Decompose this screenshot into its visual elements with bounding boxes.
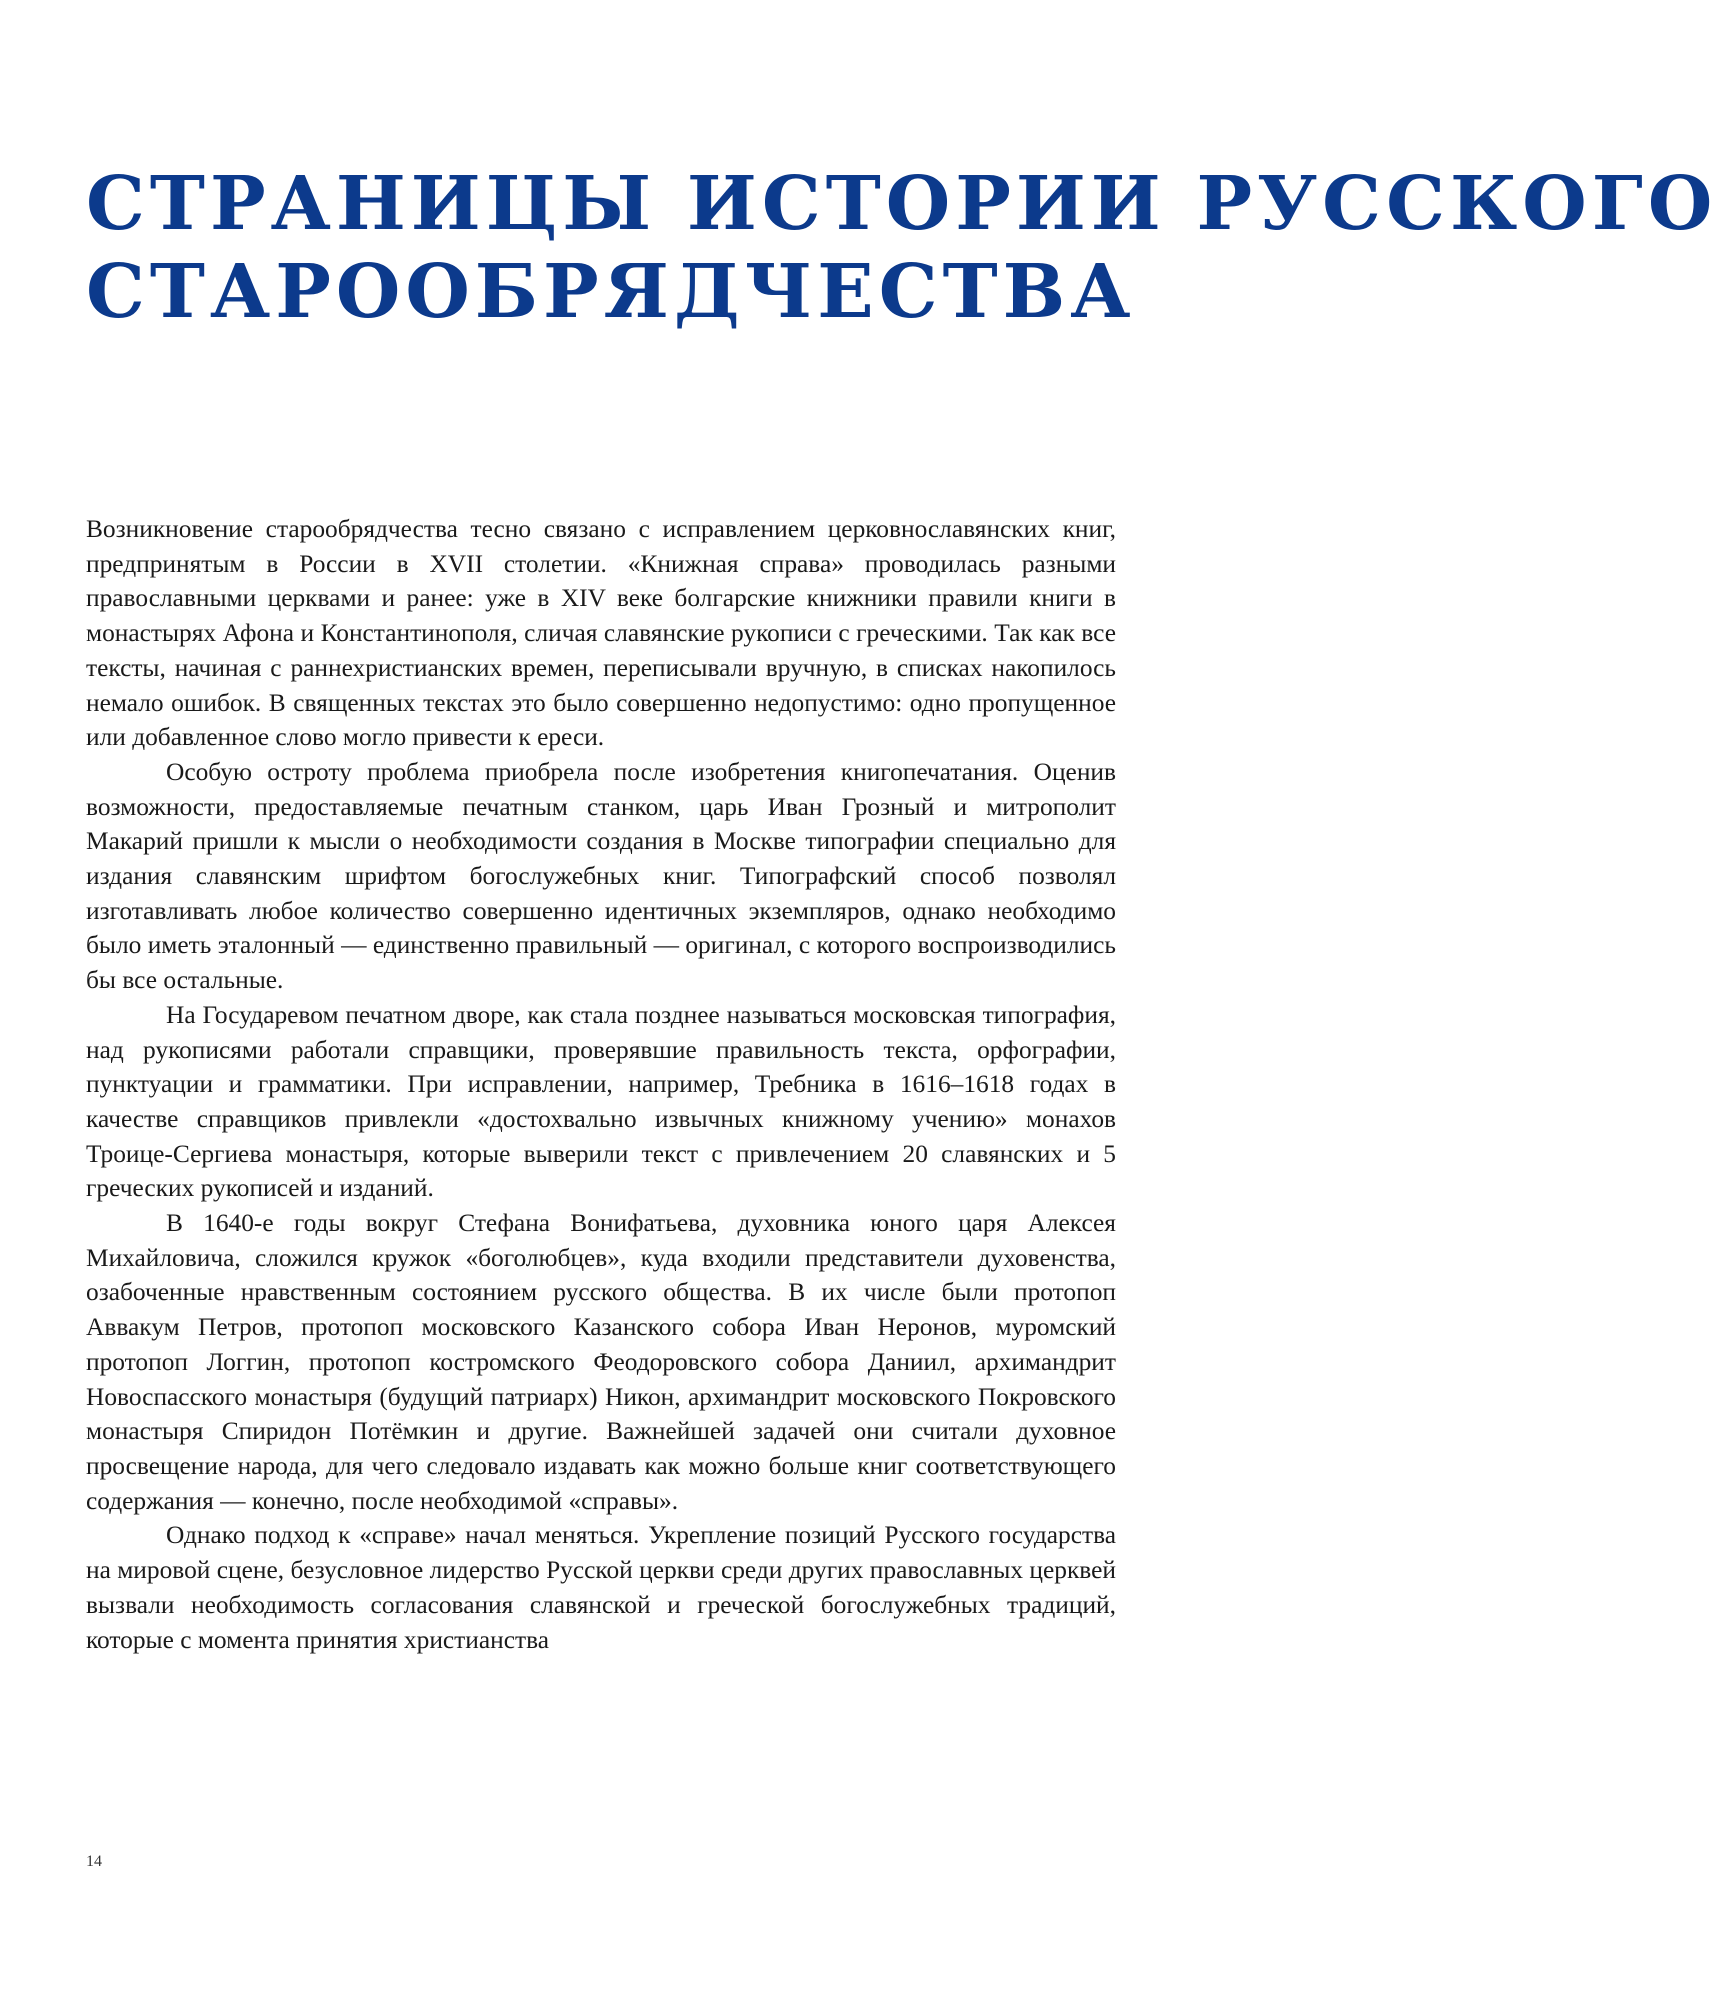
title-line-2: СТАРООБРЯДЧЕСТВА	[86, 249, 1136, 335]
paragraph-2: Особую остроту проблема приобрела после изобретения книгопечатания. Оценив возможности, предоставляемые печатным станком, царь Иван Грозный и митрополит Макарий пришли к мысли о необходимости создания в Москве типографии специально для издания славянским шрифтом богослужебных книг. Типографский способ позволял изготавливать любое количество совершенно идентичных экземпляров, однако необходимо было иметь эталонный — единственно правильный — оригинал, с которого воспроизводились бы все остальные.	[86, 757, 1116, 995]
paragraph-3: На Государевом печатном дворе, как стала позднее называться московская типография, над рукописями работали справщики, проверявшие правильность текста, орфографии, пунктуации и грамматики. При исправлении, например, Требника в 1616–1618 годах в качестве справщиков привлекли «достохвально извычных книжному учению» монахов Троице-Сергиева монастыря, которые выверили текст с привлечением 20 славянских и 5 греческих рукописей и изданий.	[86, 1000, 1116, 1203]
paragraph-5: Однако подход к «справе» начал меняться. Укрепление позиций Русского государства на мировой сцене, безусловное лидерство Русской церкви среди других православных церквей вызвали необходимость согласования славянской и греческой богослужебных традиций, которые с момента принятия христианства	[86, 1521, 1116, 1654]
page-number: 14	[86, 1853, 102, 1870]
title-line-1: СТРАНИЦЫ ИСТОРИИ РУССКОГО	[86, 161, 1717, 247]
body-text	[86, 512, 1116, 1657]
paragraph-1: Возникновение старообрядчества тесно связано с исправлением церковнославянских книг, предпринятым в России в XVII столетии. «Книжная справа» проводилась разными православными церквами и ранее: уже в XIV веке болгарские книжники правили книги в монастырях Афона и Константинополя, сличая славянские рукописи с греческими. Так как все тексты, начиная с раннехристианских времен, переписывали вручную, в списках накопилось немало ошибок. В священных текстах это было совершенно недопустимо: одно пропущенное или добавленное слово могло привести к ереси.	[86, 515, 1116, 752]
paragraph-4: В 1640-е годы вокруг Стефана Вонифатьева, духовника юного царя Алексея Михайловича, сложился кружок «боголюбцев», куда входили представители духовенства, озабоченные нравственным состоянием русского общества. В их числе были протопоп Аввакум Петров, протопоп московского Казанского собора Иван Неронов, муромский протопоп Логгин, протопоп костромского Феодоровского собора Даниил, архимандрит Новоспасского монастыря (будущий патриарх) Никон, архимандрит московского Покровского монастыря Спиридон Потёмкин и другие. Важнейшей задачей они считали духовное просвещение народа, для чего следовало издавать как можно больше книг соответствующего содержания — конечно, после необходимой «справы».	[86, 1209, 1116, 1515]
page-title	[86, 160, 1717, 336]
